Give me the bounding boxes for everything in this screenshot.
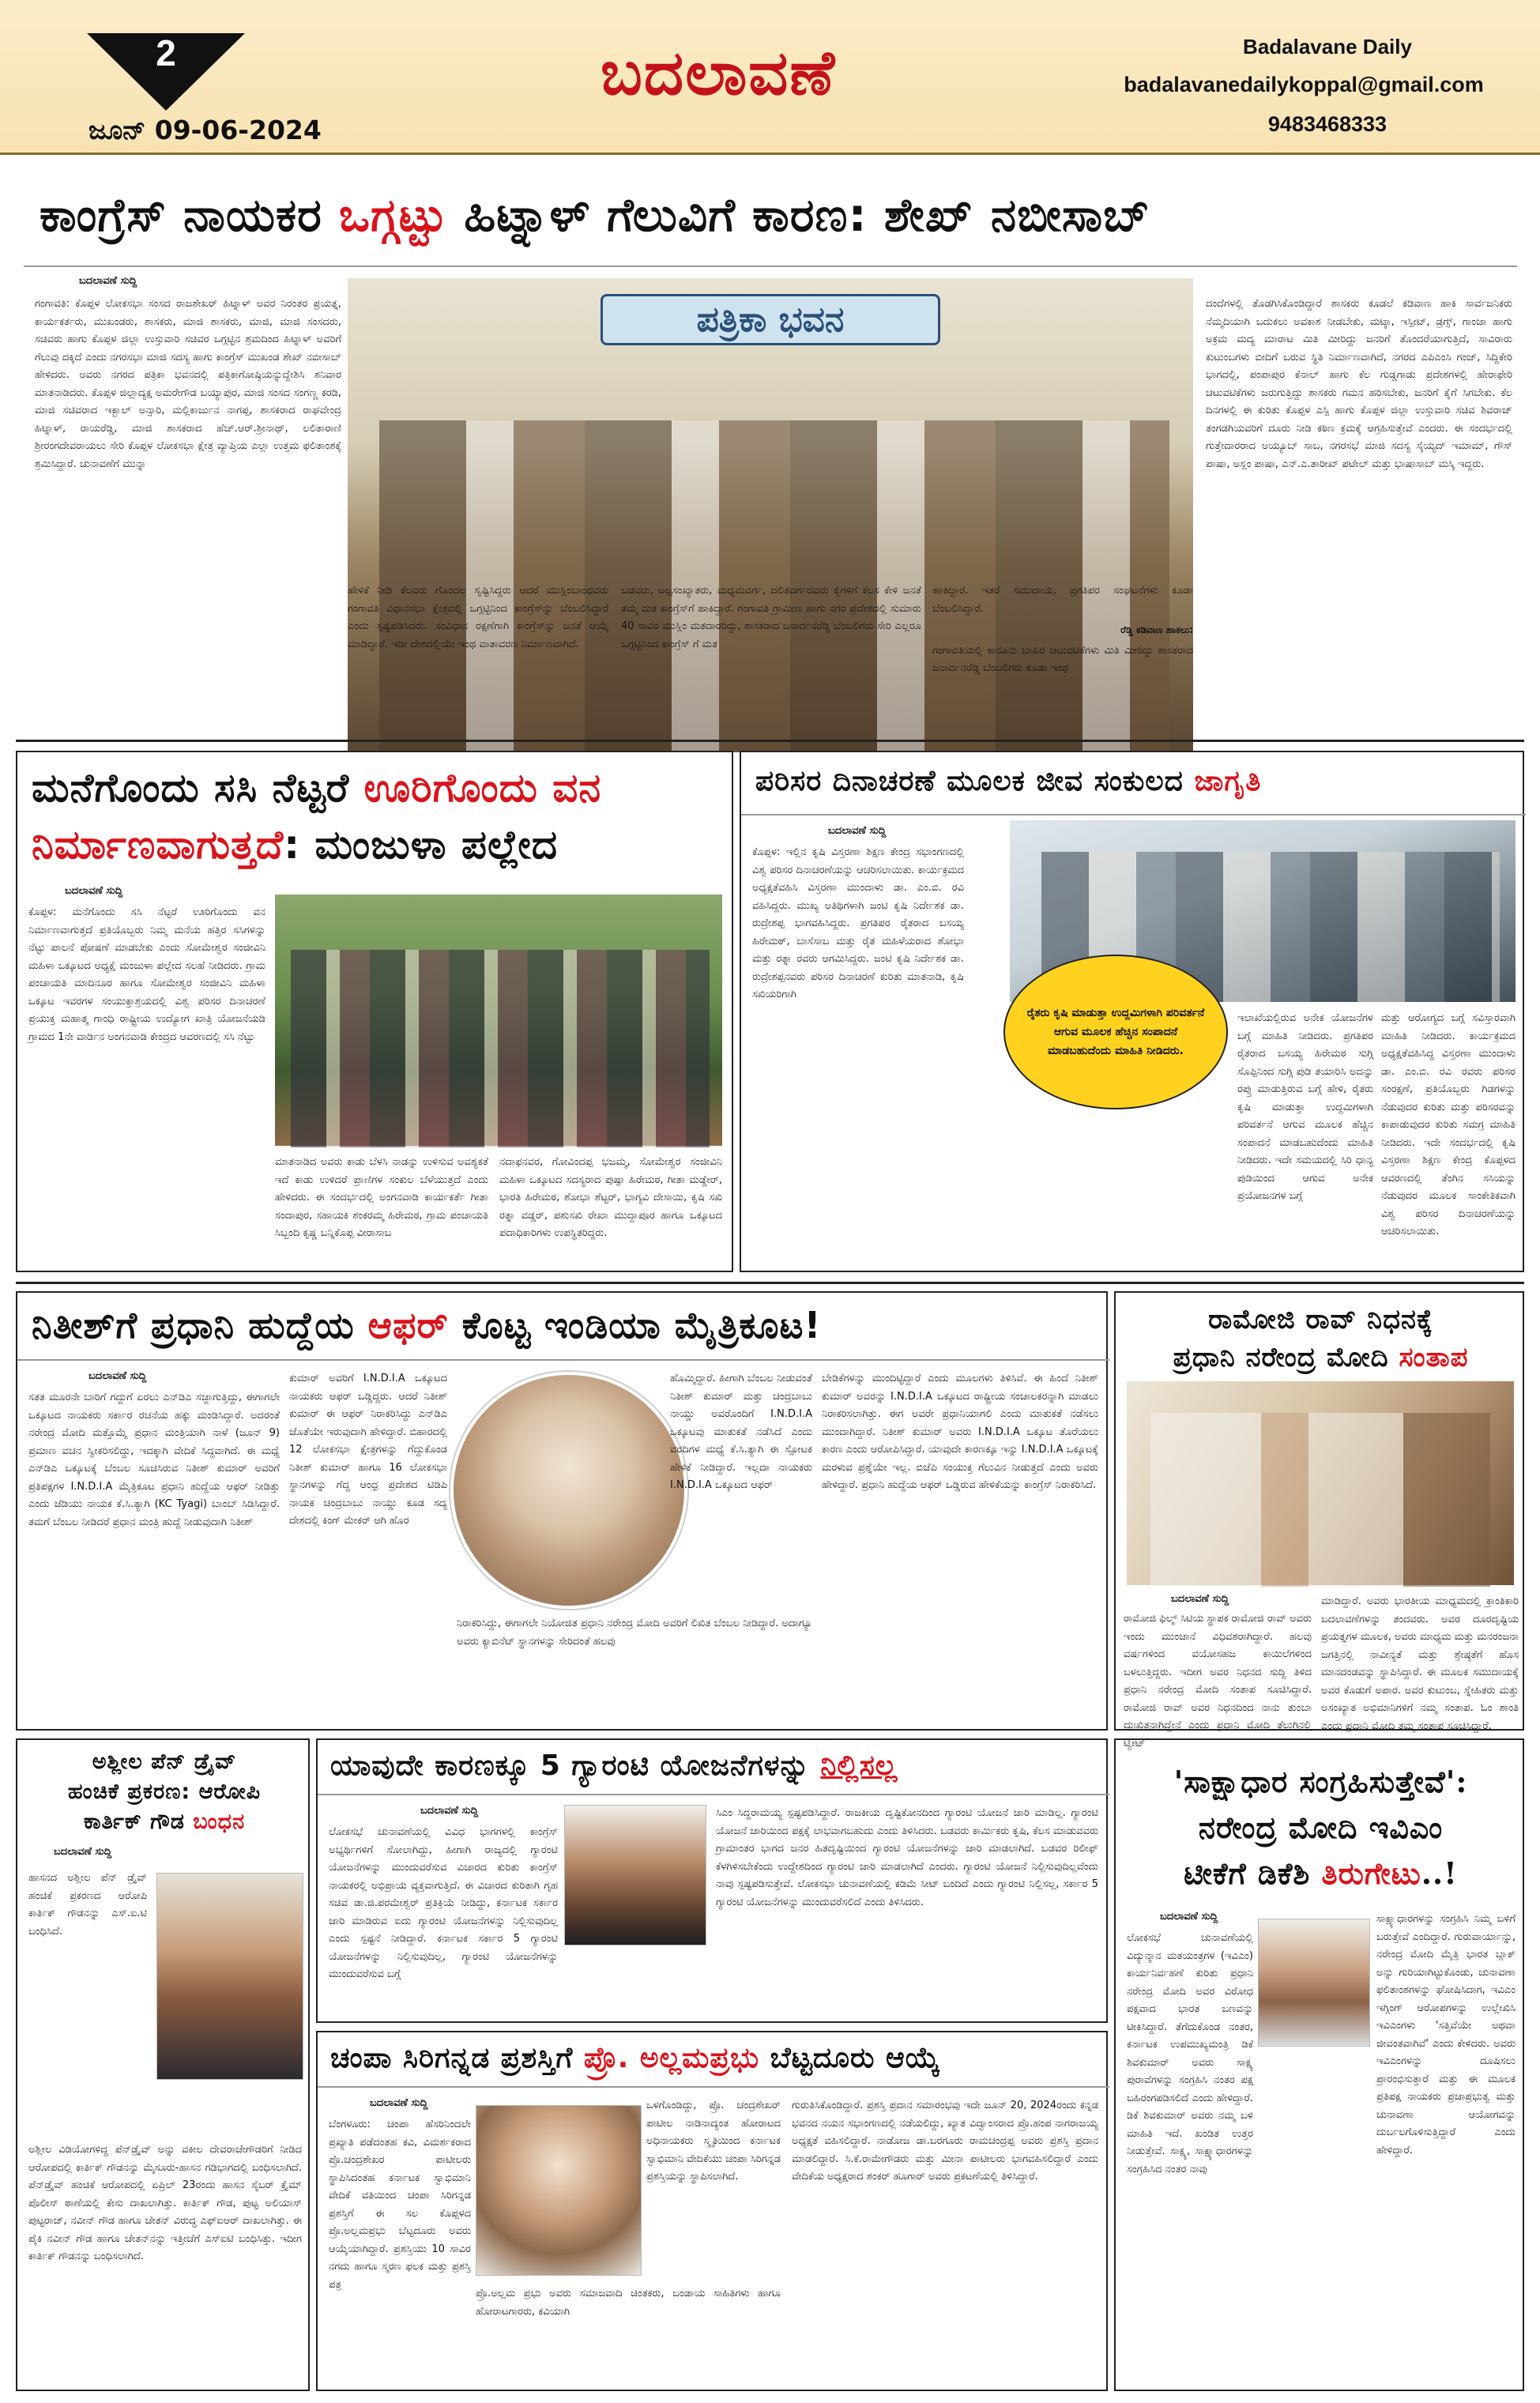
guarantee-credit: ಬದಲಾವಣೆ ಸುದ್ದಿ [420,1805,479,1817]
ramoji-story [1114,1291,1524,1750]
pendrive-credit: ಬದಲಾವಣೆ ಸುದ್ದಿ [54,1846,112,1858]
environment-story [740,751,1524,1272]
paper-email: badalavanedailykoppal@gmail.com [1124,73,1484,96]
pendrive-column-narrow: ಹಾಸನದ ಅಶ್ಲೀಲ ಪೆನ್ ಡ್ರೈವ್ ಹಂಚಿಕೆ ಪ್ರಕರಣದ ಆರೋಪಿ ಕಾರ್ತಿಕ್ ಗೌಡನನ್ನು ಎಸ್.ಐ.ಟಿ ಬಂಧಿಸಿದೆ. [28,1872,147,1938]
nitish-credit: ಬದಲಾವಣೆ ಸುದ್ದಿ [88,1370,147,1382]
ramoji-column-2: ಮಾಡಿದ್ದಾರೆ. ಅವರು ಭಾರತೀಯ ಮಾಧ್ಯಮದಲ್ಲಿ ಕ್ರಾಂತಿಕಾರಿ ಬದಲಾವಣೆಗಳನ್ನು ತಂದವರು. ಅವರ ದೂರದೃಷ್ಟಿಯ ಪ್ರಯತ್ನಗಳ ಮೂಲಕ, ಅವರು ಮಾಧ್ಯಮ ಮತ್ತು ಮನರಂಜನಾ ಜಗತ್ತಿನಲ್ಲಿ ನಾವೀನ್ಯತೆ ಮತ್ತು ಶ್ರೇಷ್ಠತೆಗೆ ಹೊಸ ಮಾನದಂಡವನ್ನು ಸ್ಥಾಪಿಸಿದ್ದಾರೆ. ಈ ಮೂಲಕ ಸಮುದಾಯಕ್ಕೆ ಅವರ ಕೊಡುಗೆ ಅಪಾರ. ಅವರ ಕುಟುಂಬ, ಸ್ನೇಹಿತರು ಮತ್ತು ಅಸಂಖ್ಯಾತ ಅಭಿಮಾನಿಗಳಿಗೆ ನಮ್ಮ ಸಂತಾಪ. ಓಂ ಶಾಂತಿ ಎಂದು ಪ್ರಧಾನಿ ಮೋದಿ ತಮ್ಮ ಸಂತಾಪ ಸೂಚಿಸಿದ್ದಾರೆ. [1321,1595,1519,1732]
environment-callout-text: ರೈತರು ಕೃಷಿ ಮಾಡುತ್ತಾ ಉದ್ದಮಿಗಳಾಗಿ ಪರಿವರ್ತನೆ ಆಗುವ ಮೂಲಕ ಹೆಚ್ಚಿನ ಸಂಪಾದನೆ ಮಾಡಬಹುದೆಂದು ಮಾಹಿತಿ ನೀಡಿದರು. [1026,1007,1205,1057]
ramoji-photo [1127,1381,1514,1585]
nitish-headline-rule [17,1359,1109,1361]
tree-photo-people [291,950,710,1147]
evm-column-wide: ಸಾಕ್ಷ್ಯಾಧಾರಗಳನ್ನು ಸಂಗ್ರಹಿಸಿ ನಿಮ್ಮ ಬಳಿಗೆ ಬರುತ್ತೇವೆ ಎಂದಿದ್ದಾರೆ. ಗುರುವಾರ್ಯಾನ್ನು, ನರೇಂದ್ರ ಮೋದಿ ಮೈತ್ರಿ ಭಾರತ ಬ್ಲಾಕ್ ಅನ್ನು ಗುರಿಯಾಗಿಟ್ಟುಕೊಂಡು, ಚುನಾವಣಾ ಫಲಿತಾಂಶಗಳನ್ನು ಘೋಷಿಸಿದಾಗ, ಇವಿಎಂ ಇಗ್ಗಿಂಗ್ ಆರೋಪಗಳನ್ನು ಉಲ್ಲೇಖಿಸಿ ಇವಿಎಂಗಳು 'ಸತ್ತಿವೆಯೇ ಅಥವಾ ಜೀವಂತವಾಗಿವೆ' ಎಂದು ಕೇಳಿದರು. ಅವರು ಇವಿಎಂಗಳನ್ನು ದೂಷಿಸಲು ಪ್ರಾರಂಭಿಸುತ್ತಾರೆ ಮತ್ತು ಈ ಮೂಲಕ ಪ್ರತಿಪಕ್ಷ ನಾಯಕರು ಪ್ರಜಾಪ್ರಭುತ್ವ ಮತ್ತು ಚುನಾವಣಾ ಆಯೋಗವನ್ನು ದುರ್ಬಲಗೊಳಿಸುತ್ತಿದ್ದಾರೆ ಎಂದು ಹೇಳಿದ್ದಾರೆ. [1376,1913,1516,2156]
ramoji-column-1: ರಾಮೋಜಿ ಫಿಲ್ಮ್ ಸಿಟಿಯ ಸ್ಥಾಪಕ ರಾಮೋಜಿ ರಾವ್ ಅವರು ಇಂದು ಮುಂಜಾನೆ ವಿಧಿವಶರಾಗಿದ್ದಾರೆ. ಹಲವು ವರ್ಷಗಳಿಂದ ವಯೋಸಹಜ ಕಾಯಿಲೆಗಳಿಂದ ಬಳಲುತ್ತಿದ್ದರು. ಇದೀಗ ಅವರ ನಿಧನದ ಸುದ್ದಿ ತಿಳಿದ ಪ್ರಧಾನಿ ನರೇಂದ್ರ ಮೋದಿ ಸಂತಾಪ ಸೂಚಿಸಿದ್ದಾರೆ. ರಾಮೋಜಿ ರಾವ್ ಅವರ ನಿಧನದಿಂದ ನಾನು ತುಂಬಾ ದುಃಖಿತನಾಗಿದ್ದೇನೆ ಎಂದು ಪ್ರಧಾನಿ ಮೋದಿ ತೆಲುಗಿನಲ್ಲಿ ಟ್ವೀಟ್ [1124,1613,1312,1750]
tree-photo [275,895,722,1146]
tree-credit: ಬದಲಾವಣೆ ಸುದ್ದಿ [65,885,123,897]
lead-under-photo-col-1: ಹೇಳಿಕೆ ನೀಡಿ ಕೆಲವರು ಗೊಂದಲ ಸೃಷ್ಟಿಸಿದ್ದರು ಆದರೆ ಮುಸ್ಲಿಂಬಾಂಧವರು ಗಂಗಾವತಿ ವಿಧಾನಸಭಾ ಕ್ಷೇತ್ರದಲ್ಲಿ ಒಗ್ಗಟ್ಟಿನಿಂದ ಕಾಂಗ್ರೆಸ್‌ನ್ನು ಬೆಂಬಲಿಸಿದ್ದಾರೆ ಎಂದು ಸ್ಪಷ್ಟಪಡಿಸಿದರು. ಸಂವಿಧಾನ ರಕ್ಷಣೆಗಾಗಿ ಕಾಂಗ್ರೆಸ್‌ನ್ನು ಜನತೆ ಆಯ್ಕೆ ಮಾಡಿದ್ದಾರೆ. ಇಡೀ ದೇಶದಲ್ಲಿಯೇ ಇಂಥ ವಾತಾವರಣ ನಿರ್ಮಾಣವಾಗಿದೆ. [348,585,608,650]
environment-headline: ಪರಿಸರ ದಿನಾಚರಣೆ ಮೂಲಕ ಜೀವ ಸಂಕುಲದ ಜಾಗೃತಿ [755,765,1262,797]
nitish-story [16,1291,1108,1731]
lead-column-4: ದಂದೆಗಳಲ್ಲಿ ತೊಡಗಿಸಿಕೊಂಡಿದ್ದಾರೆ ಶಾಸಕರು ಕೂಡಲೆ ಕಡಿವಾಣ ಹಾಕಿ ಸಾರ್ವಜನಿಕರು ನೆಮ್ಮದಿಯಾಗಿ ಬದುಕಲು ಅವಕಾಶ ನೀಡಬೇಕು, ಮಟ್ಕಾ, ಇಸ್ಪೀಟ್, ಡ್ರಗ್ಸ್, ಗಾಂಜಾ ಹಾಗು ಅಕ್ರಮ ಮದ್ಯ ಮಾರಾಟ ಮಿತಿ ಮೀರಿದ್ದು ಜನರಿಗೆ ತೊಂದರೆಯಾಗುತ್ತಿದೆ, ಸಾವಿರಾರು ಕುಟುಂಬಗಳು ಬೀದಿಗೆ ಬರುವ ಸ್ಥಿತಿ ನಿರ್ಮಾಣವಾಗಿದೆ, ನಗರದ ಎಪಿಎಂಸಿ ಗಂಜ್, ಸಿದ್ದಿಕೇರಿ ಭಾಗದಲ್ಲಿ, ಪಂಪಾಪುರ ಕೆನಾಲ್ ಹಾಗು ಕೆಲ ಗುಡ್ಡಗಾಡು ಪ್ರದೇಶಗಳಲ್ಲಿ ಹೇರಾಫೇರಿ ಚಟುವಟಿಕೆಗಳು ಜರುಗುತ್ತಿದ್ದು ಶಾಸಕರು ಗಮನ ಹರಿಸಬೇಕು, ಜನರಿಗೆ ಕೈಗೆ ಸಿಗಬೇಕು. ಕೆಲ ದಿನಗಳಲ್ಲಿ ಈ ಕುರಿತು ಕೊಪ್ಪಳ ಎಸ್ಪಿ ಹಾಗು ಕೊಪ್ಪಳ ಜಿಲ್ಲಾ ಉಸ್ತುವಾರಿ ಸಚಿವ ಶಿವರಾಜ್ ತಂಗಡಗಿಯವರಿಗೆ ದೂರು ನೀಡಿ ಕಠಿಣ ಕ್ರಮಕ್ಕೆ ಆಗ್ರಹಿಸುತ್ತೇವೆ ಎಂದರು. ಈ ಸಂದರ್ಭದಲ್ಲಿ ಗುತ್ತೇದಾರರಾದ ಅಯ್ಯೂಬ್ ಸಾಬ, ನಗರಸಭೆ ಮಾಜಿ ಸದಸ್ಯ ಸೈಯ್ಯದ್ ಇಮಾಮ್, ಗೌಸ್ ಪಾಷಾ, ಅಸ್ಲಂ ಪಾಷಾ, ಎನ್.ಎ.ತಾರೀಖ್ ಪಟೇಲ್ ಮತ್ತು ಭಾಷಾಸಾಬ್ ಮಸ್ಕಿ ಇದ್ದರು. [1206,298,1512,470]
tree-story [16,751,733,1272]
nitish-column-1: ಸತತ ಮೂರನೇ ಬಾರಿಗೆ ಗದ್ದುಗೆ ಏರಲು ಎನ್‌ಡಿಎ ಸಜ್ಜಾಗುತ್ತಿದ್ದು, ಈಗಾಗಲೇ ಒಕ್ಕೂಟದ ನಾಯಕರು ಸರ್ಕಾರ ರಚನೆಯ ಹಕ್ಕು ಮಂಡಿಸಿದ್ದಾರೆ. ಅದರಂತೆ ನರೇಂದ್ರ ಮೋದಿ ಮತ್ತೊಮ್ಮೆ ಪ್ರಧಾನ ಮಂತ್ರಿಯಾಗಿ ನಾಳೆ (ಜೂನ್ 9) ಪ್ರಮಾಣ ವಚನ ಸ್ವೀಕರಿಸಲಿದ್ದು, ಇದಕ್ಕಾಗಿ ವೇದಿಕೆ ಸಿದ್ಧವಾಗಿದೆ. ಈ ಮಧ್ಯೆ ಎನ್‌ಡಿಎ ಒಕ್ಕೂಟಕ್ಕೆ ಬೆಂಬಲ ಸೂಚಿಸಿರುವ ನಿತೀಶ್ ಕುಮಾರ್ ಅವರಿಗೆ ಪ್ರತಿಪಕ್ಷಗಳ I.N.D.I.A ಮೈತ್ರಿಕೂಟ ಪ್ರಧಾನಿ ಹುದ್ದೆಯ ಆಫರ್ ನೀಡಿತ್ತು ಎಂದು ಜೆಡಿಯು ನಾಯಕ ಕೆ.ಸಿ.ತ್ಯಾಗಿ (KC Tyagi) ಬಾಂಬ್ ಸಿಡಿಸಿದ್ದಾರೆ. ತಮಗೆ ಬೆಂಬಲ ನೀಡಿದರೆ ಪ್ರಧಾನ ಮಂತ್ರಿ ಹುದ್ದೆ ನೀಡುವುದಾಗಿ ನಿತೀಶ್ [28,1392,280,1528]
ramoji-headline-line-1: ರಾಮೋಜಿ ರಾವ್ ನಿಧನಕ್ಕೆ [1208,1304,1433,1335]
nitish-headline: ನಿತೀಶ್‌ಗೆ ಪ್ರಧಾನಿ ಹುದ್ದೆಯ ಆಫರ್ ಕೊಟ್ಟ ಇಂಡಿಯಾ ಮೈತ್ರಿಕೂಟ! [32,1304,822,1347]
evm-credit: ಬದಲಾವಣೆ ಸುದ್ದಿ [1160,1911,1218,1923]
newspaper-logo: ಬದಲಾವಣೆ [601,38,837,109]
evm-column-narrow: ಲೋಕಸಭೆ ಚುನಾವಣೆಯಲ್ಲಿ ವಿದ್ಯುನ್ಮಾನ ಮತಯಂತ್ರಗಳ (ಇವಿಎಂ) ಕಾರ್ಯನಿರ್ವಹಣೆ ಕುರಿತು ಪ್ರಧಾನಿ ನರೇಂದ್ರ ಮೋದಿ ಅವರ ವಿರೋಧ ಪಕ್ಷವಾದ ಭಾರತ ಬಣವನ್ನು ಟೀಕಿಸಿದ್ದಾರೆ. ತೆಗೆದುಕೊಂಡ ನಂತರ, ಕರ್ನಾಟಕ ಉಪಮುಖ್ಯಮಂತ್ರಿ ಡಿಕೆ ಶಿವಕುಮಾರ್ ಅವರು ಸಾಕ್ಷ್ಯ ಪುರಾವೆಗಳನ್ನು ಸಂಗ್ರಹಿಸಿ ನಂತರ ಪಕ್ಷ ಬಹಿರಂಗಪಡಿಸಲಿದೆ ಎಂದು ಹೇಳಿದ್ದಾರೆ. ಡಿಕೆ ಶಿವಕುಮಾರ್ ಅವರು ನಮ್ಮ ಬಳಿ ಮಾಹಿತಿ ಇದೆ. ಖಂಡಿತ ಉತ್ತರ ನೀಡುತ್ತೇವೆ. ಸಾಕ್ಷ್ಯ, ಸಾಕ್ಷ್ಯಾಧಾರಗಳನ್ನು ಸಂಗ್ರಹಿಸಿದ ನಂತರ ನಾವು [1127,1932,1253,2175]
lead-under-photo-col-3 [932,582,1193,725]
pendrive-headline-line-1: ಅಶ್ಲೀಲ ಪೆನ್ ಡ್ರೈವ್ [92,1750,237,1774]
environment-credit: ಬದಲಾವಣೆ ಸುದ್ದಿ [828,825,887,837]
champa-column-2b: ಪ್ರೊ.ಅಲ್ಲಮ ಪ್ರಭು ಅವರು ಸಮಾಜವಾದಿ ಚಿಂತಕರು, ಬಂಡಾಯ ಸಾಹಿತಿಗಳು ಹಾಗೂ ಹೋರಾಟಗಾರರು, ಕವಿಯಾಗಿ [476,2288,781,2318]
lead-under-photo-3-text: ಹಾಕಿದ್ದಾರೆ. ಇತರೆ ಸಮುದಾಯ, ಪ್ರಗತಿಪರ ಸಂಘಟನೆಗಳು ಕೂಡಾ ಬೆಂಬಲಿಸಿದ್ದಾರೆ. [932,585,1193,615]
guarantee-column-2: ಸಿಎಂ ಸಿದ್ದರಾಮಯ್ಯ ಸ್ಪಷ್ಟಪಡಿಸಿದ್ದಾರೆ. ರಾಜಕೀಯ ದೃಷ್ಟಿಕೋನದಿಂದ ಗ್ಯಾರಂಟಿ ಯೋಜನೆ ಜಾರಿ ಮಾಡಿಲ್ಲ. ಗ್ಯಾರಂಟಿ ಯೋಜನೆ ಜಾರಿಯಿಂದ ಪಕ್ಷಕ್ಕೆ ಲಾಭವಾಗಬಹುದು ಎಂದು ತಿಳಿಸಿದರು. ಬಡವರು ಕಾರ್ಮಿಕರು ಕೃಷಿ, ಕೆಲಸ ಮಾಡುವವರು ಗ್ರಾಮಾಂತರ ಭಾಗದ ಜನರ ಹಿತದೃಷ್ಟಿಯಿಂದ ಗ್ಯಾರಂಟಿ ಯೋಜನೆಗಳನ್ನು ಜಾರಿ ಮಾಡಲಾಗಿದೆ. ಬಡವರ ರಿಲೀಫ್ ಕೆಳಗಿಳಿಸಬೇಕೆಂದು ಉದ್ದೇಶದಿಂದ ಗ್ಯಾರಂಟಿ ಜಾರಿ ಮಾಡಲಾಗಿದೆ ಎಂದರು. ಗ್ಯಾರಂಟಿ ಯೋಜನೆ ನಿಲ್ಲಿಸುವುದಿಲ್ಲವೆಂದು ನಾವು ಸ್ಪಷ್ಟಪಡಿಸುತ್ತೇವೆ. ಲೋಕಸಭಾ ಚುನಾವಣೆಯಲ್ಲಿ ಕಡಿಮೆ ಸೀಟ್ ಬಂದಿದೆ ಎಂದು ಗ್ಯಾರಂಟಿ ನಿಲ್ಲಿಸಲ್ಲ, ಸರ್ಕಾರ 5 ಗ್ಯಾರಂಟಿ ಯೋಜನೆಗಳನ್ನು ಮುಂದುವರೆಸಲಿದೆ ಎಂದು ತಿಳಿಸಿದರು. [716,1807,1098,1908]
environment-column-2: ಇಲಾಖೆಯಲ್ಲಿರುವ ಅನೇಕ ಯೋಜನೆಗಳ ಬಗ್ಗೆ ಮಾಹಿತಿ ನೀಡಿದರು. ಪ್ರಗತಿಪರ ರೈತರಾದ ಬಸಯ್ಯ ಹಿರೇಮಠ ಸುಗ್ಗಿ ಸೊಪ್ಪಿನಿಂದ ಸುಗ್ಗಿ ಪುಡಿ ತಯಾರಿಸಿ ಅದನ್ನು ರಪ್ತು ಮಾಡುತ್ತಿರುವ ಬಗ್ಗೆ ಹೇಳಿ, ರೈತರು ಕೃಷಿ ಮಾಡುತ್ತಾ ಉದ್ದಮಿಗಳಾಗಿ ಪರಿವರ್ತನೆ ಆಗುವ ಮೂಲಕ ಹೆಚ್ಚಿನ ಸಂಪಾದನೆ ಮಾಡಬಹುದೆಂದು ಮಾಹಿತಿ ನೀಡಿದರು. ಇದೇ ಸಮಯದಲ್ಲಿ ಸಿರಿ ಧಾನ್ಯ ಪುಡಿಯಿಂದ ಆಗುವ ಅನೇಕ ಪ್ರಯೋಜನಗಳ ಬಗ್ಗೆ [1237,1012,1373,1202]
champa-story [316,2031,1108,2391]
nitish-column-4: ಬೇಡಿಕೆಗಳನ್ನು ಮುಂದಿಟ್ಟಿದ್ದಾರೆ ಎಂದು ಮೂಲಗಳು ತಿಳಿಸಿವೆ. ಈ ಹಿಂದೆ ನಿತೀಶ್ ಕುಮಾರ್ ಅವರನ್ನು I.N.D.I.A ಒಕ್ಕೂಟದ ರಾಷ್ಟ್ರೀಯ ಸಂಚಾಲಕರನ್ನಾಗಿ ಮಾಡಲು ನಿರಾಕರಿಸಲಾಗಿತ್ತು. ಈಗ ಅವರೇ ಪ್ರಧಾನಿಯಾಗಲಿ ಎಂದು ಮಾತುಕತೆ ನಡೆಸಲು ಮುಂದಾಗಿದ್ದಾರೆ. ನಿತೀಶ್ ಕುಮಾರ್ ಅವರು I.N.D.I.A ಒಕ್ಕೂಟ ತೊರೆಯಲು ಕಾರಣ ಎಂದು ಆರೋಪಿಸಿದ್ದಾರೆ. ಯಾವುದೇ ಕಾರಣಕ್ಕೂ ಇನ್ನು I.N.D.I.A ಒಕ್ಕೂಟಕ್ಕೆ ಮರಳುವ ಪ್ರಶ್ನೆಯೇ ಇಲ್ಲ. ಬಿಜೆಪಿ ಸಂಯುಕ್ತ ಗೆಲುವಿನ ನೀಡುತ್ತದೆ ಎಂದು ಅವರು ಹೇಳಿದ್ದಾರೆ. ಪ್ರಧಾನಿ ಹುದ್ದೆಯ ಆಫರ್ ಒಡ್ಡಿರುವ ಹೇಳಿಕೆಯನ್ನು ಕಾಂಗ್ರೆಸ್ ನಿರಾಕರಿಸಿದೆ. [822,1373,1098,1491]
evm-headline-line-2: ನರೇಂದ್ರ ಮೋದಿ ಇವಿಎಂ [1198,1810,1444,1845]
tree-headline-line-2: ನಿರ್ಮಾಣವಾಗುತ್ತದೆ: ಮಂಜುಳಾ ಪಲ್ಲೇದ [32,822,559,868]
champa-column-1: ಬೆಂಗಳೂರು: ಚಂಪಾ ಹೆಸರಿನಿಂದಲೇ ಪ್ರಖ್ಯಾತಿ ಪಡೆದಂತಹ ಕವಿ, ವಿಮರ್ಶಕರಾದ ಪ್ರೊ.ಚಂದ್ರಶೇಖರ ಪಾಟೀಲರು ಸ್ಥಾಪಿಸಿದಂತಹ ಕರ್ನಾಟಕ ಸ್ವಾಭಿಮಾನಿ ವೇದಿಕೆ ವತಿಯಿಂದ ಚಂಪಾ ಸಿರಿಗನ್ನಡ ಪ್ರಶಸ್ತಿಗೆ ಈ ಸಲ ಕೊಪ್ಪಳದ ಪ್ರೊ.ಅಲ್ಲಮಪ್ರಭು ಬೆಟ್ಟದೂರು ಅವರು ಆಯ್ಕೆಯಾಗಿದ್ದಾರೆ. ಪ್ರಶಸ್ತಿಯು 10 ಸಾವಿರ ನಗದು ಹಾಗೂ ಸ್ಮರಣ ಫಲಕ ಮತ್ತು ಪ್ರಶಸ್ತಿ ಪತ್ರ [329,2119,471,2291]
pendrive-headline-line-2: ಹಂಚಿಕೆ ಪ್ರಕರಣ: ಆರೋಪಿ [67,1780,262,1804]
tree-column-3: ನದಾಫನವರ, ಗೋವಿಂದಪ್ಪ ಭಜಮ್ಮ, ಸೋಮೇಶ್ವರ ಸಂಜೀವಿನಿ ಮಹಿಳಾ ಒಕ್ಕೂಟದ ಸದಸ್ಯರಾದ ಪುಷ್ಪಾ ಹಿರೇಮಠ, ಗೀತಾ ಮಡ್ಡೇರ್, ಭಾರತಿ ಹಿರೇಮಠ, ಶೋಭಾ ಶೆಟ್ಟರ್, ಭಾಗ್ಯವಿ ದೇಸಾಯಿ, ಕೃಷಿ ಸಖಿ ರತ್ನಾ ವಡ್ಡರ್, ಪಶುಸಖಿ ರೇಖಾ ಮುದ್ದಾಪೂರ ಹಾಗೂ ಒಕ್ಕೂಟದ ಪದಾಧಿಕಾರಿಗಳು ಉಪಸ್ಥಿತರಿದ್ದರು. [499,1156,722,1239]
section-divider-2 [16,1282,1524,1284]
ramoji-photo-figures [1150,1413,1490,1587]
evm-headline-line-1: 'ಸಾಕ್ಷಾಧಾರ ಸಂಗ್ರಹಿಸುತ್ತೇವೆ': [1173,1764,1468,1799]
lead-credit: ಬದಲಾವಣೆ ಸುದ್ದಿ [79,275,137,287]
nitish-photo [450,1372,687,1609]
champa-headline: ಚಂಪಾ ಸಿರಿಗನ್ನಡ ಪ್ರಶಸ್ತಿಗೆ ಪ್ರೊ. ಅಲ್ಲಮಪ್ರಭು ಬೆಟ್ಟದೂರು ಆಯ್ಕೆ [330,2042,941,2074]
lead-divider [24,266,1517,267]
environment-headline-rule [741,814,1526,815]
issue-date: ಜೂನ್ 09-06-2024 [88,115,322,145]
lead-under-photo-3b-text: ಗಂಗಾವತಿಯಲ್ಲಿ ಕಾನೂನು ಬಾಹಿರ ಚಟುವಟಿಕೆಗಳು ಮಿತಿ ಮೀರಿದ್ದು ಶಾಸಕರಾದ ಜನಾರ್ದನರೆಡ್ಡಿ ಬೆಂಬಲಿಗರು ಕೂಡಾ ಇಂಥ [932,644,1193,674]
lead-headline: ಕಾಂಗ್ರೆಸ್ ನಾಯಕರ ಒಗ್ಗಟ್ಟು ಹಿಟ್ನಾಳ್ ಗೆಲುವಿಗೆ ಕಾರಣ: ಶೇಖ್ ನಬೀಸಾಬ್ [40,188,1150,242]
lead-column-1: ಗಂಗಾವತಿ: ಕೊಪ್ಪಳ ಲೋಕಸಭಾ ಸಂಸದ ರಾಜಶೇಖರ್ ಹಿಟ್ನಾಳ್ ಅವರ ನಿರಂತರ ಪ್ರಯತ್ನ, ಕಾರ್ಯಕರ್ತರು, ಮುಖಂಡರು, ಶಾಸಕರು, ಮಾಜಿ ಶಾಸಕರು, ಮಾಜಿ, ಮಾಜಿ ಸಂಸದರು, ಸಚಿವರು ಹಾಗು ಕೊಪ್ಪಳ ಜಿಲ್ಲಾ ಉಸ್ತುವಾರಿ ಸಚಿವರ ಒಗ್ಗಟ್ಟಿನ ಶ್ರಮದಿಂದ ಹಿಟ್ನಾಳ್ ಅವರಿಗೆ ಗೆಲುವು ದಕ್ಕಿದೆ ಎಂದು ನಗರಸಭಾ ಮಾಜಿ ಸದಸ್ಯ ಹಾಗು ಕಾಂಗ್ರೆಸ್ ಮುಖಂಡ ಶೇಖ್ ನಬೀಸಾಬ್ ಹೇಳಿದರು. ಅವರು ನಗರದ ಪತ್ರಿಕಾ ಭವನದಲ್ಲಿ ಪತ್ರಿಕಾಗೋಷ್ಠಿಯನ್ನುದ್ದೇಶಿಸಿ ಶನಿವಾರ ಮಾತನಾಡಿದರು. ಕೊಪ್ಪಳ ಜಿಲ್ಲಾದ್ಯಕ್ಷ ಅಮರೇಗೌಡ ಬಯ್ಯಾಪುರ, ಮಾಜಿ ಸಂಸದ ಸಂಗಣ್ಣ ಕರಡಿ, ಮಾಜಿ ಸಚಿವರಾದ ಇಕ್ಬಾಲ್ ಅನ್ಸಾರಿ, ಮಲ್ಲಿಕಾರ್ಜುನ ನಾಗಪ್ಪ, ಶಾಸಕರಾದ ರಾಘವೇಂದ್ರ ಹಿಟ್ನಾಳ್, ರಾಯರೆಡ್ಡಿ, ಮಾಜಿ ಶಾಸಕರಾದ ಹೆಚ್.ಆರ್.ಶ್ರೀನಾಥ್, ಲಲಿತಾರಾಣಿ ಶ್ರೀರಂಗದೇವರಾಯಲು ಸೇರಿ ಕೊಪ್ಪಳ ಲೋಕಸಭಾ ಕ್ಷೇತ್ರ ವ್ಯಾಪ್ತಿಯ ಎಲ್ಲಾ ಉತ್ತಮ ಫಲಿತಾಂಶಕ್ಕೆ ಶ್ರಮಿಸಿದ್ದಾರೆ. ಚುನಾವಣೆಗೆ ಮುನ್ನಾ [35,298,341,470]
champa-photo [476,2105,642,2276]
pendrive-column-wide: ಅಶ್ಲೀಲ ವಿಡಿಯೋಗಳಿದ್ದ ಪೆನ್‌ಡ್ರೈವ್ ಅನ್ನು ವಕೀಲ ದೇವರಾಜೇಗೌಡರಿಗೆ ನೀಡಿದ ಆರೋಪದಲ್ಲಿ ಕಾರ್ತಿಕ್ ಗೌಡನನ್ನು ಮೈಸೂರು-ಹಾಸನ ಗಡಿಭಾಗದಲ್ಲಿ ಬಂಧಿಸಲಾಗಿದೆ. ಪೆನ್‌ಡ್ರೈವ್ ಹಂಚಿಕೆ ಆರೋಪದಲ್ಲಿ ಏಪ್ರಿಲ್ 23ರಂದು ಹಾಸನ ಸೈಬರ್ ಕ್ರೈಮ್ ಪೊಲೀಸ್ ಠಾಣೆಯಲ್ಲಿ ಕೇಸು ದಾಖಲಾಗಿತ್ತು. ಕಾರ್ತಿಕ್ ಗೌಡ, ಪುಟ್ಟ ಅಲಿಯಾಸ್ ಪುಟ್ಟರಾಜ್, ನವೀನ್ ಗೌಡ ಹಾಗೂ ಚೇತನ್ ವಿರುದ್ಧ ಎಫ್‌ಐಆರ್ ದಾಖಲಾಗಿತ್ತು. ಈ ಪೈಕಿ ನವೀನ್ ಗೌಡ ಹಾಗೂ ಚೇತನ್‌ನನ್ನು ಇತ್ತೀಚೆಗೆ ಎಸ್‌ಐಟಿ ಬಂಧಿಸಿತ್ತು. ಇದೀಗ ಕಾರ್ತಿಕ್ ಗೌಡನನ್ನು ಬಂಧಿಸಲಾಗಿದೆ. [28,2144,302,2262]
tree-column-2: ಮಾತನಾಡಿದ ಅವರು ಕಾಡು ಬೆಳಸಿ ನಾಡನ್ನು ಉಳಿಸುವ ಅವಶ್ಯಕತೆ ಇದೆ ಕಾಡು ಉಳಿದರೆ ಪ್ರಾಣಿಗಳ ಸಂಕುಲ ಬೆಳೆಯುತ್ತದೆ ಎಂದು ಹೇಳಿದರು. ಈ ಸಂದರ್ಭದಲ್ಲಿ ಅಂಗನವಾಡಿ ಕಾರ್ಯಕರ್ತೆ ಗೀತಾ ಸಂದಾಪುರ, ಸಹಾಯಕಿ ಶಂಕರಮ್ಮ ಹಿರೇಮಠ, ಗ್ರಾಮ ಪಂಚಾಯತಿ ಸಿಬ್ಬಂದಿ ಕೃಷ್ಣ ಬನ್ನಿಕೊಪ್ಪ ವೀರಾಸಾಬ [275,1156,488,1239]
guarantee-story [316,1738,1108,2023]
ramoji-credit: ಬದಲಾವಣೆ ಸುದ್ದಿ [1171,1593,1229,1605]
guarantee-headline: ಯಾವುದೇ ಕಾರಣಕ್ಕೂ 5 ಗ್ಯಾರಂಟಿ ಯೋಜನೆಗಳನ್ನು ನಿಲ್ಲಿಸಲ್ಲ [330,1750,898,1782]
evm-story [1114,1738,1524,2391]
lead-subheading: ರೆಡ್ಡಿ ಕಡಿವಾಣ ಹಾಕಲು: [1120,624,1193,635]
pendrive-headline-line-3: ಕಾರ್ತಿಕ್ ಗೌಡ ಬಂಧನ [83,1810,246,1834]
evm-photo [1258,1919,1370,2047]
paper-phone: 9483468333 [1267,112,1388,136]
page-number: 2 [156,32,176,73]
champa-column-3: ಗುರುತಿಸಿಕೊಂಡಿದ್ದಾರೆ. ಪ್ರಶಸ್ತಿ ಪ್ರದಾನ ಸಮಾರಂಭವು ಇದೇ ಜೂನ್ 20, 2024ರಂದು ಕನ್ನಡ ಭವನದ ನಯನ ಸಭಾಂಗಣದಲ್ಲಿ ನಡೆಯಲಿದ್ದು, ಖ್ಯಾತ ವಿದ್ವಾಂಸರಾದ ಪ್ರೊ.ಹಂಪ ನಾಗರಾಜಯ್ಯ ಅಧ್ಯಕ್ಷತೆ ವಹಿಸಲಿದ್ದಾರೆ. ನಾಡೋಜ ಡಾ.ಬರಗೂರು ರಾಮಚಂದ್ರಪ್ಪ ಅವರು ಪ್ರಶಸ್ತಿ ಪ್ರದಾನ ಮಾಡಲಿದ್ದಾರೆ. ಸಿ.ಕೆ.ರಾಮೇಗೌಡರು ಮತ್ತು ಮೀನಾ ಪಾಟೀಲರು ಭಾಗವಹಿಸಲಿದ್ದಾರೆ ಎಂದು ವೇದಿಕೆಯ ಅಧ್ಯಕ್ಷರಾದ ಶಂಕರ್ ಹೂಗಾರ್ ಅವರು ಪ್ರಕಟಣೆಯಲ್ಲಿ ತಿಳಿಸಿದ್ದಾರೆ. [792,2100,1098,2183]
tree-column-1: ಕೊಪ್ಪಳ: ಮನೆಗೊಂದು ಸಸಿ ನೆಟ್ಟರೆ ಊರಿಗೊಂದು ವನ ನಿರ್ಮಾಣವಾಗುತ್ತದೆ ಪ್ರತಿಯೊಬ್ಬರು ನಿಮ್ಮ ಮನೆಯ ಹತ್ತಿರ ಸಸಿಗಳನ್ನು ನೆಟ್ಟು ಪಾಲನೆ ಪೋಷಣೆ ಮಾಡಬೇಕು ಎಂದು ಸೋಮೇಶ್ವರ ಸಂಜೀವಿನಿ ಮಹಿಳಾ ಒಕ್ಕೂಟದ ಅಧ್ಯಕ್ಷೆ ಮಂಜುಳಾ ಪಲ್ಲೇದ ಸಲಹೆ ನೀಡಿದರು. ಗ್ರಾಮ ಪಂಚಾಯತಿ ಮಾದಿನೂರ ಹಾಗೂ ಸೋಮೇಶ್ವರ ಸಂಜೀವಿನಿ ಮಹಿಳಾ ಒಕ್ಕೂಟ ಇವರಗಳ ಸಂಯುಕ್ತಾಶ್ರಯದಲ್ಲಿ ವಿಶ್ವ ಪರಿಸರ ದಿನಾಚರಣೆ ಪ್ರಯುಕ್ತ ಮಹಾತ್ಮ ಗಾಂಧಿ ರಾಷ್ಟ್ರೀಯ ಉದ್ಯೋಗ ಖಾತ್ರಿ ಯೋಜನೆಯಡಿ ಗ್ರಾಮದ 1ನೇ ವಾರ್ಡಿನ ಅಂಗನವಾಡಿ ಕೇಂದ್ರದ ಆವರಣದಲ್ಲಿ ಸಸಿ ನೆಟ್ಟು [28,906,265,1043]
ramoji-headline-line-2: ಪ್ರಧಾನಿ ನರೇಂದ್ರ ಮೋದಿ ಸಂತಾಪ [1173,1342,1469,1373]
guarantee-photo [564,1805,706,1945]
paper-name: Badalavane Daily [1243,35,1412,58]
tree-headline-line-1: ಮನೆಗೊಂದು ಸಸಿ ನೆಟ್ಟರೆ ಊರಿಗೊಂದು ವನ [32,765,602,811]
pendrive-story [16,1738,310,2391]
champa-headline-rule [318,2086,1109,2088]
pendrive-photo [156,1873,303,2080]
guarantee-column-1b [564,1952,706,2018]
nitish-column-2: ಕುಮಾರ್ ಅವರಿಗೆ I.N.D.I.A ಒಕ್ಕೂಟದ ನಾಯಕರು ಆಫರ್ ಒಡ್ಡಿದ್ದರು. ಆದರೆ ನಿತೀಶ್ ಕುಮಾರ್ ಈ ಆಫರ್ ನಿರಾಕರಿಸಿದ್ದು ಎನ್‌ಡಿಎ ಜೊತೆಯೇ ಇರುವುದಾಗಿ ಹೇಳಿದ್ದಾರೆ. ಬಿಹಾರದಲ್ಲಿ 12 ಲೋಕಸಭಾ ಕ್ಷೇತ್ರಗಳನ್ನು ಗೆದ್ದುಕೊಂಡ ನಿತೀಶ್ ಕುಮಾರ್ ಹಾಗೂ 16 ಲೋಕಸಭಾ ಸ್ಥಾನಗಳನ್ನು ಗೆದ್ದ ಆಂಧ್ರ ಪ್ರದೇಶದ ಟಿಡಿಪಿ ನಾಯಕ ಚಂದ್ರಬಾಬು ನಾಯ್ಡು ಕೂಡ ಸದ್ಯ ದೇಶದಲ್ಲಿ ಕಿಂಗ್ ಮೇಕರ್ ಆಗಿ ಹೊರ [289,1373,447,1527]
environment-column-3: ಮತ್ತು ಆರೋಗ್ಯದ ಬಗ್ಗೆ ಸವಿಸ್ತಾರವಾಗಿ ಮಾಹಿತಿ ನೀಡಿದರು. ಕಾರ್ಯಕ್ರಮದ ಅಧ್ಯಕ್ಷತೆವಹಿಸಿದ್ದ ವಿಸ್ತರಣಾ ಮುಂದಾಳು ಡಾ. ಎಂ.ಬಿ. ರವಿ ರವರು ಪರಿಸರ ಸಂರಕ್ಷಣೆ, ಪ್ರತಿಯೊಬ್ಬರು ಗಿಡಗಳನ್ನು ನೆಡುವುದರ ಕುರಿತು ಮತ್ತು ಪರಿಸರವನ್ನು ಕಾಪಾಡುವುದರ ಕುರಿತು ಸಮಗ್ರ ಮಾಹಿತಿ ನೀಡಿದರು. ಇದೇ ಸಂದರ್ಭದಲ್ಲಿ ಕೃಷಿ ವಿಸ್ತರಣಾ ಶಿಕ್ಷಣ ಕೇಂದ್ರ ಕೊಪ್ಪಳದ ಆವರಣದಲ್ಲಿ ತೆಂಗಿನ ಸಸಿಯನ್ನು ನೆಡುವುದರ ಮೂಲಕ ಸಾಂಕೇತಿಕವಾಗಿ ವಿಶ್ವ ಪರಿಸರ ದಿನಾಚರಣೆಯನ್ನು ಆಚರಿಸಲಾಯಿತು. [1381,1012,1516,1237]
champa-column-2a: ಒಳಗೊಂಡಿದ್ದು, ಪ್ರೊ. ಚಂದ್ರಶೇಖರ್ ಪಾಟೀಲ ನಾಡಿನಾದ್ಯಂತ ಹೋರಾಟದ ಅಧಿನಾಯಕರು ಸ್ಮೃತಿಯಿಂದ ಕರ್ನಾಟಕ ಸ್ವಾಭಿಮಾನಿ ವೇದಿಕೆಯು ಚಂಪಾ ಸಿರಿಗನ್ನಡ ಪ್ರಶಸ್ತಿಯನ್ನು ಸ್ಥಾಪಿಸಲಾಗಿದೆ. [646,2100,781,2183]
section-divider-1 [16,740,1524,742]
nitish-column-3b: ನಿರಾಕರಿಸಿದ್ದು, ಈಗಾಗಲೇ ನಿಯೋಜಿತ ಪ್ರಧಾನಿ ನರೇಂದ್ರ ಮೋದಿ ಅವರಿಗೆ ಲಿಖಿತ ಬೆಂಬಲ ನೀಡಿದ್ದಾರೆ. ಅದಾಗ್ಯೂ ಅವರು ಕ್ಯಾಬಿನೆಟ್ ಸ್ಥಾನಗಳನ್ನು ಸೇರಿದಂತೆ ಹಲವು [457,1618,812,1648]
environment-column-1: ಕೊಪ್ಪಳ: ಇಲ್ಲಿನ ಕೃಷಿ ವಿಸ್ತರಣಾ ಶಿಕ್ಷಣ ಕೇಂದ್ರ ಸಭಾಂಗಣದಲ್ಲಿ ವಿಶ್ವ ಪರಿಸರ ದಿನಾಚರಣೆಯನ್ನು ಆಚರಿಸಲಾಯಿತು. ಕಾರ್ಯಕ್ರಮದ ಅಧ್ಯಕ್ಷತೆವಹಿಸಿ ವಿಸ್ತರಣಾ ಮುಂದಾಳು ಡಾ. ಎಂ.ಬಿ. ರವಿ ವಹಿಸಿದ್ದರು. ಮುಖ್ಯ ಅತಿಥಿಗಳಾಗಿ ಜಂಟಿ ಕೃಷಿ ನಿರ್ದೇಶಕ ಡಾ. ರುದ್ರೇಶಪ್ಪ ಭಾಗವಹಿಸಿದ್ದರು. ಪ್ರಗತಿಪರ ರೈತರಾದ ಬಸಯ್ಯ ಹಿರೇಮಠ್, ಬಾಸೆಸಾಬ ಮತ್ತು ರೈತ ಮಹಿಳೆಯರಾದ ಶೋಭಾ ಮತ್ತು ರತ್ನಾ ರವರು ಆಗಮಿಸಿದ್ದರು. ಜಂಟಿ ಕೃಷಿ ನಿರ್ದೇಶಕ ಡಾ. ರುದ್ರೇಶಪ್ಪನವರು ಪರಿಸರ ದಿನಾಚರಣೆ ಕುರಿತು ಮಾತನಾಡಿ, ಕೃಷಿ ಸಖಿಯರಿಗಾಗಿ [752,846,964,1000]
nitish-column-3a: ಹೊಮ್ಮಿದ್ದಾರೆ. ಹೀಗಾಗಿ ಬೆಂಬಲ ನೀಡುವಂತೆ ನಿತೀಶ್ ಕುಮಾರ್ ಮತ್ತು ಚಂದ್ರಬಾಬು ನಾಯ್ಡು ಅವರೊಂದಿಗೆ I.N.D.I.A ಒಕ್ಕೂಟವು ಮಾತುಕತೆ ನಡೆಸಿದೆ ಎಂದು ವರದಿಗಳ ಮಧ್ಯೆ ಕೆ.ಸಿ.ತ್ಯಾಗಿ ಈ ಸ್ಪೋಟಕ ಹೇಳಿಕೆ ನೀಡಿದ್ದಾರೆ. ಇಲ್ಲದಾ ನಾಯಕರು I.N.D.I.A ಒಕ್ಕೂಟದ ಆಫರ್ [670,1373,812,1491]
lead-under-photo-col-2: ಬಡವರು, ಅಲ್ಪಸಂಖ್ಯಾತರು, ಮಧ್ಯಮವರ್ಗ, ದಲಿತವರ್ಗದವರು ಕೈಗಳಿಗೆ ಕೆಲಸ ಕೇಳಿ ಜನತೆ ತಮ್ಮ ಮತ ಕಾಂಗ್ರೆಸ್‌ಗೆ ಹಾಕಿದ್ದಾರೆ. ಗಂಗಾವತಿ ಗ್ರಾಮೀಣ ಹಾಗು ನಗರ ಪ್ರದೇಶದಲ್ಲಿ ಸುಮಾರು 40 ಸಾವಿರ ಮುಸ್ಲಿಂ ಮತದಾರರಿದ್ದು, ಶಾಸಕರಾದ ಜನಾರ್ದನರೆಡ್ಡಿ ಬೆಂಬಲಿಗರು ಸೇರಿ ಎಲ್ಲರೂ ಒಗ್ಗಟ್ಟಿನಿಂದ ಕಾಂಗ್ರೆಸ್ ಗೆ ಮತ [621,585,921,650]
guarantee-headline-rule [318,1794,1109,1795]
masthead [0,0,1540,155]
guarantee-column-1: ಲೋಕಸಭೆ ಚುನಾವಣೆಯಲ್ಲಿ ವಿವಿಧ ಭಾಗಗಳಲ್ಲಿ ಕಾಂಗ್ರೆಸ್ ಅಭ್ಯರ್ಥಿಗಳಿಗೆ ಸೋಲಾಗಿದ್ದು, ಹೀಗಾಗಿ ರಾಜ್ಯದಲ್ಲಿ ಗ್ಯಾರಂಟಿ ಯೋಜನೆಗಳನ್ನು ಮುಂದುವರೆಸುವ ವಿಚಾರದ ಕುರಿತು ಕಾಂಗ್ರೆಸ್ ನಾಯಕರಲ್ಲಿ ಅಭಿಪ್ರಾಯ ವ್ಯಕ್ತವಾಗುತ್ತಿದೆ. ಈ ವಿಚಾರದ ಕುರಿತಾಗಿ ಗೃಹ ಸಚಿವ ಡಾ.ಜಿ.ಪರಮೇಶ್ವರ್ ಪ್ರತಿಕ್ರಿಯೆ ನೀಡಿದ್ದು, ಕರ್ನಾಟಕ ಸರ್ಕಾರ ಜಾರಿ ಮಾಡಿರುವ ಐದು ಗ್ಯಾರಂಟಿ ಯೋಜನೆಗಳನ್ನು ನಿಲ್ಲಿಸುವುದಿಲ್ಲ ಎಂದು ಸ್ಪಷ್ಟನೆ ನೀಡಿದ್ದಾರೆ. ಕರ್ನಾಟಕ ಸರ್ಕಾರ 5 ಗ್ಯಾರಂಟಿ ಯೋಜನೆಗಳನ್ನು ನಿಲ್ಲಿಸುವುದಿಲ್ಲ, ಗ್ಯಾರಂಟಿ ಯೋಜನೆಗಳನ್ನು ಮುಂದುವರೆಸುವ ಬಗ್ಗೆ [329,1826,558,1980]
environment-callout [1003,955,1228,1109]
photo-banner: ಪತ್ರಿಕಾ ಭವನ [601,294,940,345]
evm-headline-line-3: ಟೀಕೆಗೆ ಡಿಕೆಶಿ ತಿರುಗೇಟು..! [1184,1855,1458,1891]
champa-credit: ಬದಲಾವಣೆ ಸುದ್ದಿ [370,2097,428,2109]
